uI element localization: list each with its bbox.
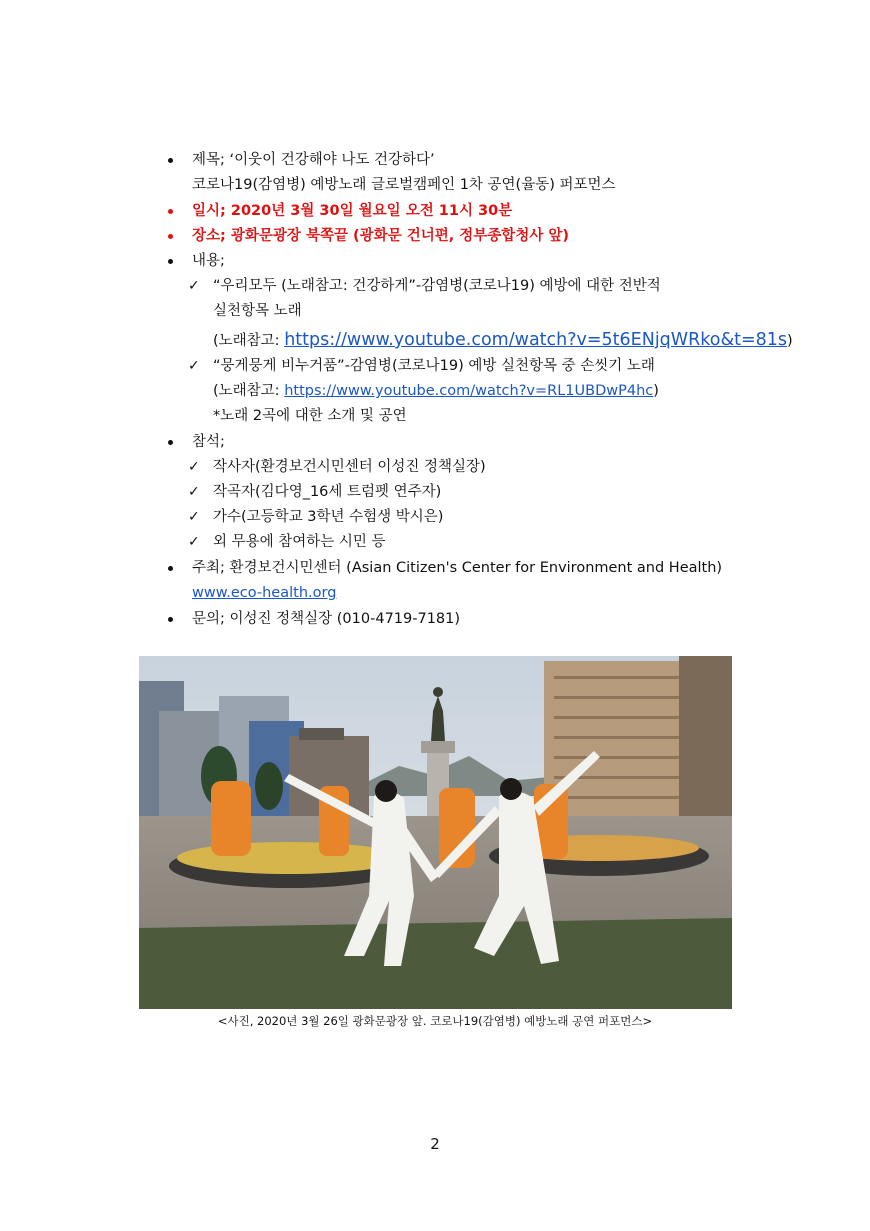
song1-title: “우리모두 (노래참고: 건강하게”-감염병(코로나19) 예방에 대한 전반적 — [213, 278, 661, 294]
songs-note: *노래 2곡에 대한 소개 및 공연 — [213, 408, 407, 424]
page-number: 2 — [430, 1135, 440, 1153]
song1-ref-prefix: (노래참고: — [213, 333, 285, 349]
song1-ref-suffix: ) — [787, 333, 793, 349]
attend-item: 작사자(환경보건시민센터 이성진 정책실장) — [213, 459, 486, 475]
bullet — [168, 617, 173, 622]
title-subline: 코로나19(감염병) 예방노래 글로벌캠페인 1차 공연(율동) 퍼포먼스 — [192, 177, 616, 193]
checkmark-icon: ✓ — [188, 278, 200, 294]
attend-item: 작곡자(김다영_16세 트럼펫 연주자) — [213, 484, 442, 500]
host-link[interactable]: www.eco-health.org — [192, 585, 337, 601]
checkmark-icon: ✓ — [188, 484, 200, 500]
bullet — [168, 259, 173, 264]
song1-title-cont: 실천항목 노래 — [213, 303, 302, 319]
place-line: 장소; 광화문광장 북쪽끝 (광화문 건너편, 정부종합청사 앞) — [192, 228, 570, 244]
performance-photo — [139, 656, 732, 1009]
attend-item: 외 무용에 참여하는 시민 등 — [213, 534, 386, 550]
photo-caption: <사진, 2020년 3월 26일 광화문광장 앞. 코로나19(감염병) 예방노래 공연 퍼포먼스> — [217, 1014, 653, 1028]
song1-reference — [213, 330, 793, 351]
title-line: 제목; ‘이웃이 건강해야 나도 건강하다’ — [192, 152, 435, 168]
checkmark-icon: ✓ — [188, 534, 200, 550]
bullet — [168, 234, 173, 239]
host-line: 주최; 환경보건시민센터 (Asian Citizen's Center for Environment and Health) — [192, 560, 723, 576]
song2-ref-suffix: ) — [653, 383, 659, 399]
bullet — [168, 209, 173, 214]
date-line: 일시; 2020년 3월 30일 월요일 오전 11시 30분 — [192, 203, 513, 219]
bullet — [168, 566, 173, 571]
attend-item: 가수(고등학교 3학년 수험생 박시은) — [213, 509, 444, 525]
checkmark-icon: ✓ — [188, 358, 200, 374]
attend-label: 참석; — [192, 434, 225, 450]
song2-ref-prefix: (노래참고: — [213, 383, 285, 399]
song2-title: “뭉게뭉게 비누거품”-감염병(코로나19) 예방 실천항목 중 손씻기 노래 — [213, 358, 655, 374]
contact-line: 문의; 이성진 정책실장 (010-4719-7181) — [192, 611, 461, 627]
song2-reference — [213, 381, 659, 401]
checkmark-icon: ✓ — [188, 509, 200, 525]
bullet — [168, 440, 173, 445]
song2-link[interactable]: https://www.youtube.com/watch?v=RL1UBDwP4hc — [284, 383, 654, 399]
content-label: 내용; — [192, 253, 225, 269]
checkmark-icon: ✓ — [188, 459, 200, 475]
song1-link[interactable]: https://www.youtube.com/watch?v=5t6ENjqWRko&t=81s — [284, 330, 788, 350]
bullet — [168, 158, 173, 163]
